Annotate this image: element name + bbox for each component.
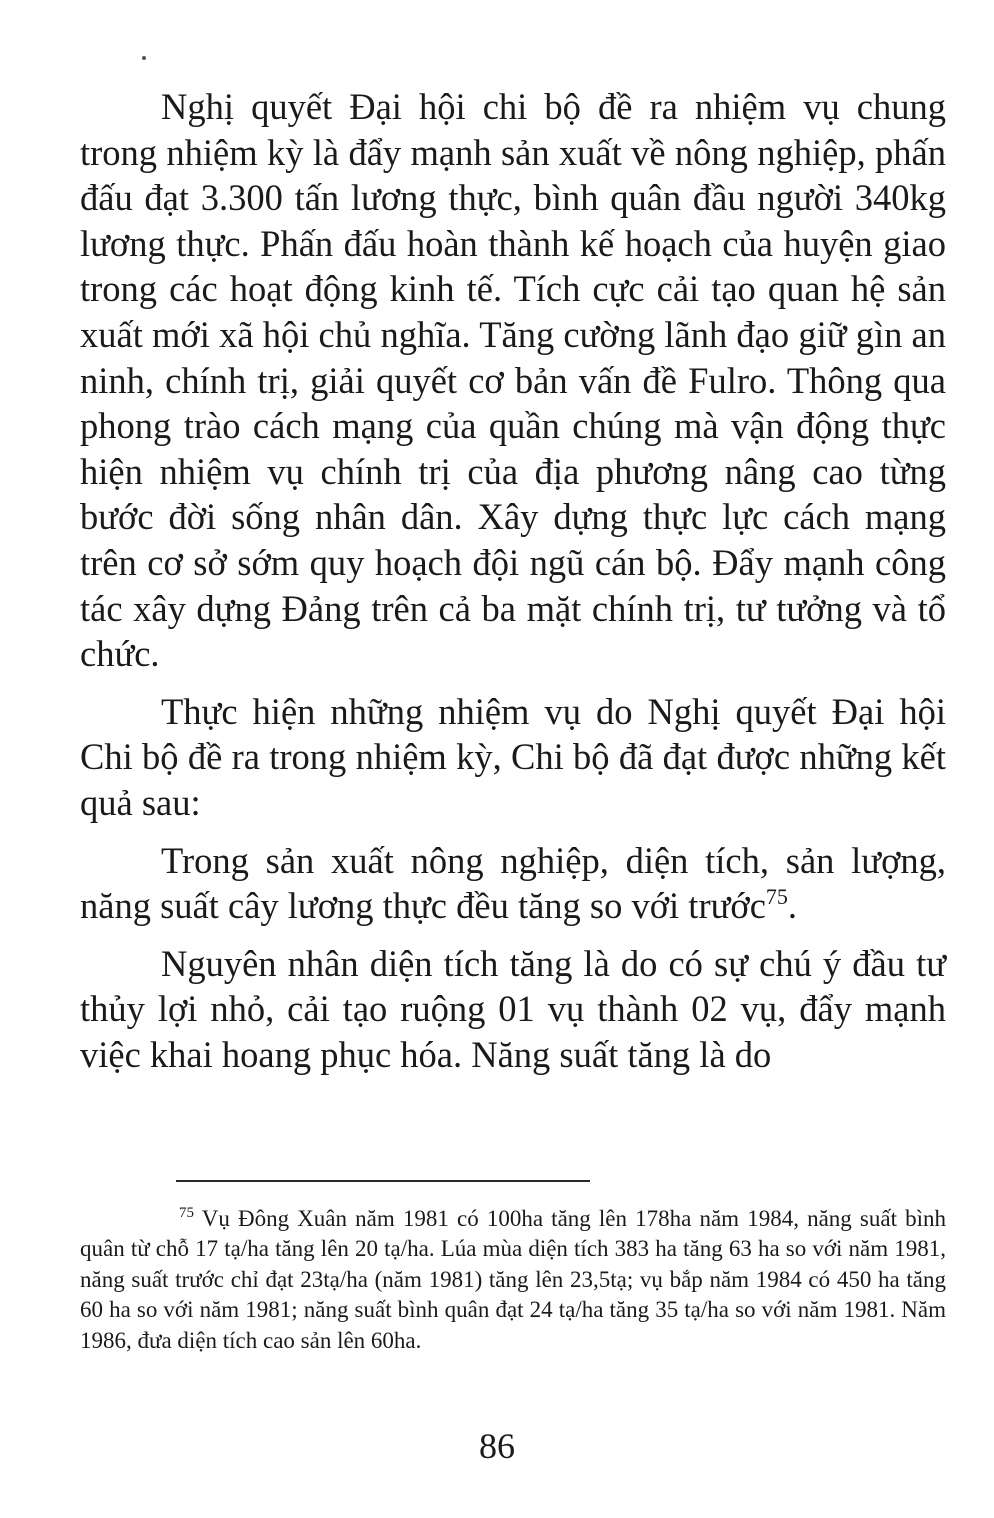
footnote-paragraph (80, 1204, 946, 1356)
main-text (80, 84, 946, 1077)
paragraph-agriculture-tail: . (787, 885, 798, 927)
footnote-reference[interactable]: 75 (765, 884, 788, 910)
footnote-text: Vụ Đông Xuân năm 1981 có 100ha tăng lên 178ha năm 1984, năng suất bình quân từ chỗ 17 tạ/ha tăng lên 20 tạ/ha. Lúa mùa diện tích 383 ha tăng 63 ha so với năm 1981, năng suất trước chỉ đạt 23tạ/ha (năm 1981) tăng lên 23,5tạ; vụ bắp năm 1984 có 450 ha tăng 60 ha so với năm 1981; năng suất bình quân đạt 24 tạ/ha tăng 35 tạ/ha so với năm 1981. Năm 1986, đưa diện tích cao sản lên 60ha. (80, 1206, 946, 1353)
page-number: 86 (479, 1426, 515, 1466)
paragraph-results-intro: Thực hiện những nhiệm vụ do Nghị quyết Đại hội Chi bộ đề ra trong nhiệm kỳ, Chi bộ đã đạt được những kết quả sau: (80, 690, 946, 823)
paragraph-tasks: Nghị quyết Đại hội chi bộ đề ra nhiệm vụ chung trong nhiệm kỳ là đẩy mạnh sản xuất về nông nghiệp, phấn đấu đạt 3.300 tấn lương thực, bình quân đầu người 340kg lương thực. Phấn đấu hoàn thành kế hoạch của huyện giao trong các hoạt động kinh tế. Tích cực cải tạo quan hệ sản xuất mới xã hội chủ nghĩa. Tăng cường lãnh đạo giữ gìn an ninh, chính trị, giải quyết cơ bản vấn đề Fulro. Thông qua phong trào cách mạng của quần chúng mà vận động thực hiện nhiệm vụ chính trị của địa phương nâng cao từng bước đời sống nhân dân. Xây dựng thực lực cách mạng trên cơ sở sớm quy hoạch đội ngũ cán bộ. Đẩy mạnh công tác xây dựng Đảng trên cả ba mặt chính trị, tư tưởng và tổ chức. (80, 86, 946, 675)
stray-mark (142, 56, 146, 60)
footnote-number: 75 (179, 1205, 194, 1221)
footnote-divider (176, 1180, 590, 1182)
paragraph-agriculture (80, 838, 946, 929)
paragraph-causes: Nguyên nhân diện tích tăng là do có sự chú ý đầu tư thủy lợi nhỏ, cải tạo ruộng 01 vụ thành 02 vụ, đẩy mạnh việc khai hoang phục hóa. Năng suất tăng là do (80, 942, 946, 1075)
footnote (80, 1204, 946, 1356)
paragraph-agriculture-text: Trong sản xuất nông nghiệp, diện tích, sản lượng, năng suất cây lương thực đều tăng so với trước (80, 839, 946, 927)
